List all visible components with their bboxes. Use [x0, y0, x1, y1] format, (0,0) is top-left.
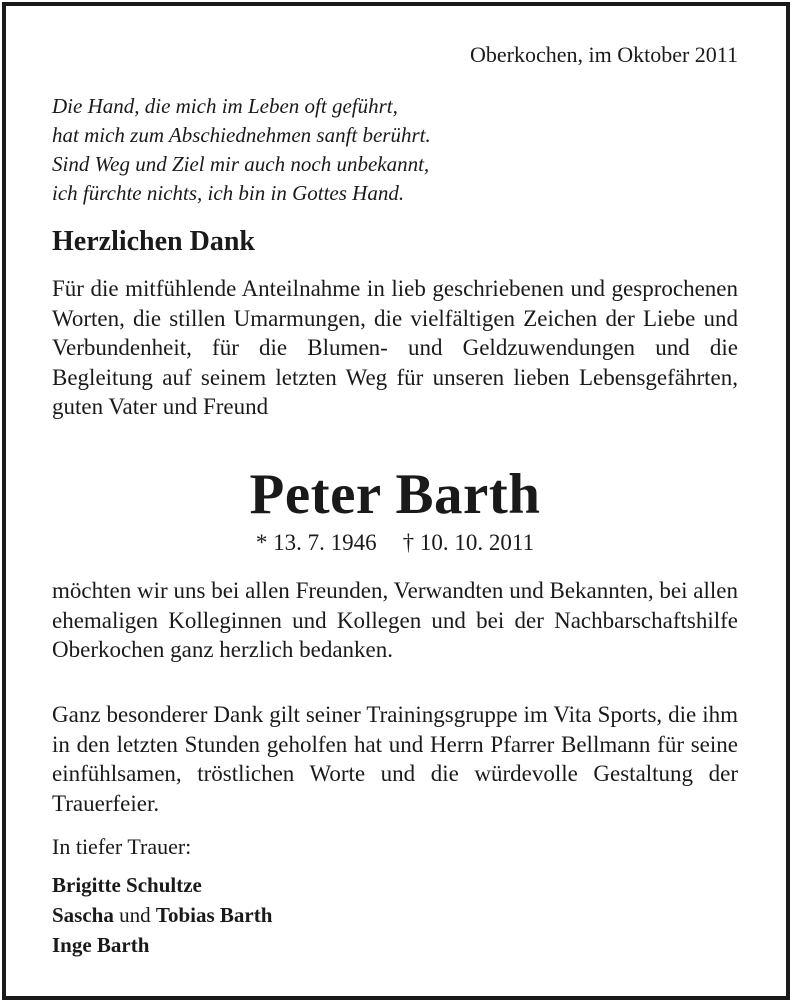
poem-line: Sind Weg und Ziel mir auch noch unbekannt, — [52, 152, 430, 176]
thanks-heading: Herzlichen Dank — [52, 226, 255, 257]
mourner-line — [52, 870, 272, 900]
thanks-paragraph: Für die mitfühlende Anteilnahme in lieb geschriebenen und gesprochenen Worten, die stillen Umarmungen, die vielfältigen Zeichen der Liebe und Verbundenheit, für die Blumen- und Geldzuwendungen und die Begleitung auf seinem letzten Weg für unseren lieben Lebensgefährten, guten Vater und Freund — [52, 276, 738, 419]
death-date: † 10. 10. 2011 — [402, 530, 535, 555]
mourner-line — [52, 900, 272, 930]
conjunction: und — [119, 903, 151, 927]
poem-line: ich fürchte nichts, ich bin in Gottes Hand. — [52, 181, 405, 205]
mourning-label: In tiefer Trauer: — [52, 834, 192, 859]
poem-line: Die Hand, die mich im Leben oft geführt, — [52, 94, 398, 118]
poem-line: hat mich zum Abschiednehmen sanft berührt. — [52, 123, 431, 147]
mourner-line — [52, 930, 272, 960]
mourner-name: Tobias Barth — [155, 903, 273, 927]
deceased-name: Peter Barth — [249, 463, 541, 526]
life-dates — [52, 530, 738, 556]
thanks-recipients-paragraph: möchten wir uns bei allen Freunden, Verwandten und Bekannten, bei allen ehemaligen Kolleginnen und Kollegen und bei der Nachbarschaftshilfe Oberkochen ganz herzlich bedanken. — [52, 578, 738, 662]
birth-date: * 13. 7. 1946 — [255, 530, 377, 555]
special-thanks-paragraph: Ganz besonderer Dank gilt seiner Trainingsgruppe im Vita Sports, die ihm in den letzten Stunden geholfen hat und Herrn Pfarrer Bellmann für seine einfühlsamen, tröstlichen Worte und die würdevolle Gestaltung der Trauerfeier. — [52, 702, 738, 816]
mourner-name: Sascha — [52, 903, 114, 927]
poem — [52, 92, 431, 208]
place-date: Oberkochen, im Oktober 2011 — [469, 42, 738, 67]
mourner-name: Inge Barth — [52, 933, 150, 957]
mourners-list — [52, 870, 272, 960]
mourner-name: Brigitte Schultze — [52, 873, 202, 897]
